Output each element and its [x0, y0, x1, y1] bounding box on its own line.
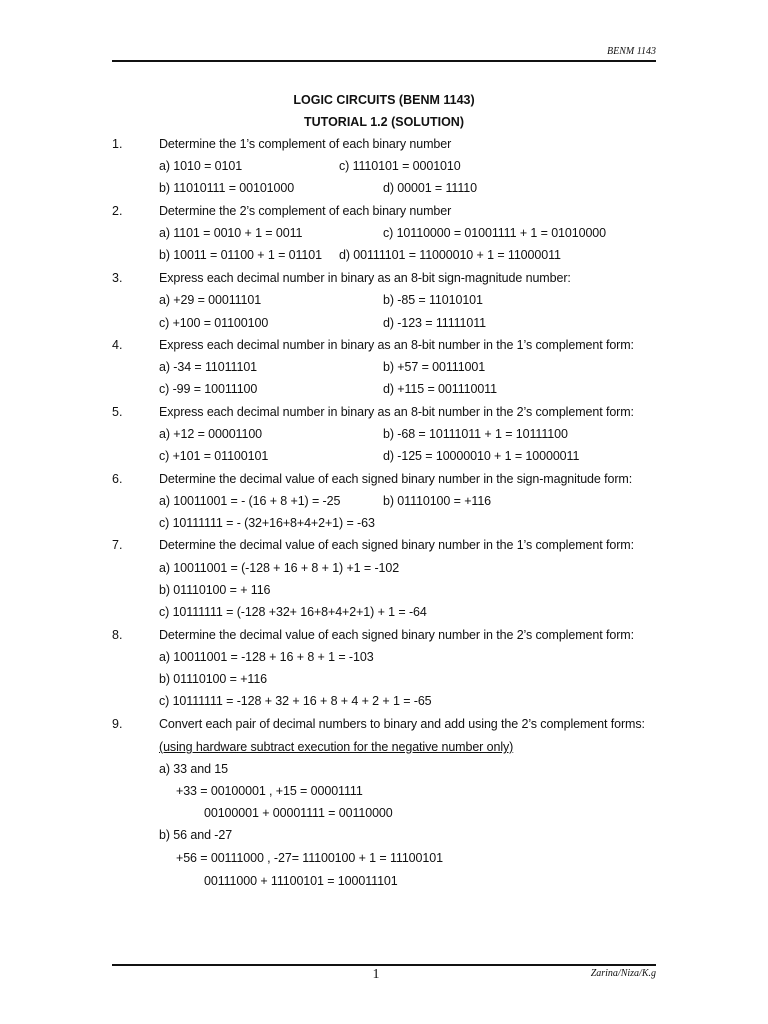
question-text: Express each decimal number in binary as an 8-bit number in the 2’s complement form: [159, 405, 634, 419]
question-number: 1. [112, 137, 123, 151]
answer-a: a) +12 = 00001100 [159, 427, 263, 441]
page-number: 1 [372, 967, 380, 982]
answer-c: c) 10111111 = - (32+16+8+4+2+1) = -63 [159, 516, 375, 530]
footer-authors: Zarina/Niza/K.g [590, 968, 656, 979]
answer-a: a) 10011001 = (-128 + 16 + 8 + 1) +1 = -102 [159, 561, 400, 575]
course-code-header: BENM 1143 [607, 46, 656, 57]
part-b-label: b) 56 and -27 [159, 828, 233, 842]
question-text: Determine the decimal value of each signed binary number in the sign-magnitude form: [159, 472, 633, 486]
question-text: Convert each pair of decimal numbers to binary and add using the 2’s complement forms: [159, 717, 645, 731]
answer-a: a) 10011001 = -128 + 16 + 8 + 1 = -103 [159, 650, 374, 664]
question-number: 5. [112, 405, 123, 419]
answer-d: d) +115 = 001110011 [383, 382, 497, 396]
question-text: Express each decimal number in binary as an 8-bit number in the 1’s complement form: [159, 338, 634, 352]
answer-c: c) +101 = 01100101 [159, 449, 269, 463]
tutorial-title: TUTORIAL 1.2 (SOLUTION) [304, 115, 464, 129]
question-number: 6. [112, 472, 123, 486]
answer-b: b) +57 = 00111001 [383, 360, 486, 374]
part-b-conversion: +56 = 00111000 , -27= 11100100 + 1 = 11100101 [176, 851, 443, 865]
question-number: 7. [112, 538, 123, 552]
answer-a: a) 1010 = 0101 [159, 159, 243, 173]
answer-b: b) 01110100 = +116 [383, 494, 492, 508]
footer-rule [112, 964, 656, 966]
question-text: Determine the 1’s complement of each binary number [159, 137, 452, 151]
answer-b: b) -85 = 11010101 [383, 293, 483, 307]
question-number: 2. [112, 204, 123, 218]
part-a-conversion: +33 = 00100001 , +15 = 00001111 [176, 784, 363, 798]
document-title: LOGIC CIRCUITS (BENM 1143) [293, 93, 475, 107]
answer-c: c) 1110101 = 0001010 [339, 159, 461, 173]
answer-c: c) 10111111 = -128 + 32 + 16 + 8 + 4 + 2 + 1 = -65 [159, 694, 432, 708]
answer-c: c) 10111111 = (-128 +32+ 16+8+4+2+1) + 1 = -64 [159, 605, 427, 619]
answer-c: c) 10110000 = 01001111 + 1 = 01010000 [383, 226, 607, 240]
question-text: Determine the 2’s complement of each binary number [159, 204, 452, 218]
answer-b: b) 01110100 = + 116 [159, 583, 271, 597]
header-rule [112, 60, 656, 62]
answer-b: b) -68 = 10111011 + 1 = 10111100 [383, 427, 568, 441]
question-text: Determine the decimal value of each signed binary number in the 1’s complement form: [159, 538, 634, 552]
question-number: 4. [112, 338, 123, 352]
question-note: (using hardware subtract execution for the negative number only) [159, 740, 514, 754]
part-a-label: a) 33 and 15 [159, 762, 228, 776]
answer-a: a) 10011001 = - (16 + 8 +1) = -25 [159, 494, 341, 508]
answer-c: c) +100 = 01100100 [159, 316, 269, 330]
part-b-sum: 00111000 + 11100101 = 100011101 [204, 874, 398, 888]
answer-d: d) -123 = 11111011 [383, 316, 487, 330]
question-text: Determine the decimal value of each signed binary number in the 2’s complement form: [159, 628, 634, 642]
question-number: 8. [112, 628, 123, 642]
answer-d: d) -125 = 10000010 + 1 = 10000011 [383, 449, 580, 463]
answer-d: d) 00111101 = 11000010 + 1 = 11000011 [339, 248, 561, 262]
answer-b: b) 11010111 = 00101000 [159, 181, 295, 195]
answer-b: b) 01110100 = +116 [159, 672, 268, 686]
question-number: 9. [112, 717, 123, 731]
part-a-sum: 00100001 + 00001111 = 00110000 [204, 806, 393, 820]
answer-b: b) 10011 = 01100 + 1 = 01101 [159, 248, 322, 262]
answer-d: d) 00001 = 11110 [383, 181, 477, 195]
question-number: 3. [112, 271, 123, 285]
answer-a: a) -34 = 11011101 [159, 360, 258, 374]
answer-a: a) 1101 = 0010 + 1 = 0011 [159, 226, 303, 240]
answer-a: a) +29 = 00011101 [159, 293, 262, 307]
question-text: Express each decimal number in binary as an 8-bit sign-magnitude number: [159, 271, 571, 285]
answer-c: c) -99 = 10011100 [159, 382, 258, 396]
